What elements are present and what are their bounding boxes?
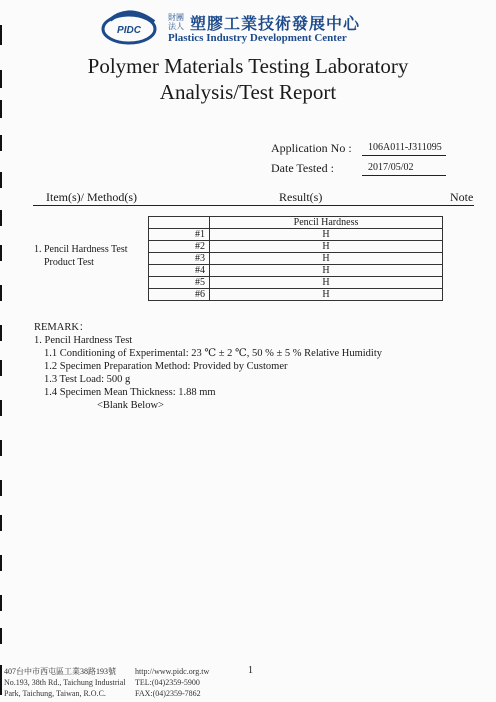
org-name-english: Plastics Industry Development Center xyxy=(168,32,347,44)
application-no-label: Application No : xyxy=(271,141,352,155)
specimen-id: #6 xyxy=(149,289,210,301)
table-row xyxy=(149,289,443,301)
table-row xyxy=(149,241,443,253)
report-title-line-2: Analysis/Test Report xyxy=(159,80,337,104)
column-header-result: Result(s) xyxy=(279,190,323,204)
table-header-pencil-hardness: Pencil Hardness xyxy=(210,217,443,229)
remark-title: REMARK： xyxy=(34,322,90,333)
column-header-item: Item(s)/ Method(s) xyxy=(46,190,137,204)
column-header-note: Note xyxy=(450,190,474,204)
pencil-hardness-table xyxy=(148,216,443,301)
test-item-name: 1. Pencil Hardness Test xyxy=(34,244,128,255)
column-divider xyxy=(33,205,474,206)
footer-tel: TEL:(04)2359-5900 xyxy=(135,678,200,687)
table-row xyxy=(149,253,443,265)
table-row xyxy=(149,277,443,289)
remark-line-preparation: 1.2 Specimen Preparation Method: Provided by Customer xyxy=(44,361,288,372)
footer-address xyxy=(4,666,126,699)
specimen-id: #2 xyxy=(149,241,210,253)
org-type-line-1: 財團 xyxy=(168,13,184,22)
footer-address-line-2: No.193, 38th Rd., Taichung Industrial xyxy=(4,678,126,687)
table-row xyxy=(149,265,443,277)
date-tested-label: Date Tested : xyxy=(271,161,334,175)
hardness-value: H xyxy=(210,277,443,289)
logo-text: PIDC xyxy=(117,25,141,36)
footer-fax: FAX:(04)2359-7862 xyxy=(135,689,201,698)
footer-address-line-3: Park, Taichung, Taiwan, R.O.C. xyxy=(4,689,106,698)
date-tested-value: 2017/05/02 xyxy=(368,162,414,173)
specimen-id: #4 xyxy=(149,265,210,277)
date-tested-underline xyxy=(362,175,446,176)
test-item xyxy=(34,243,128,269)
test-item-type: Product Test xyxy=(44,257,94,268)
org-type-label xyxy=(168,13,184,31)
table-row xyxy=(149,229,443,241)
remark-line-conditioning: 1.1 Conditioning of Experimental: 23 ℃ ± 2 ℃, 50 % ± 5 % Relative Humidity xyxy=(44,348,383,359)
org-name-chinese: 塑膠工業技術發展中心 xyxy=(190,14,361,33)
hardness-value: H xyxy=(210,241,443,253)
page-number: 1 xyxy=(248,665,253,676)
application-no-value: 106A011-J311095 xyxy=(368,142,442,153)
pidc-logo-icon xyxy=(100,8,158,46)
table-header-row xyxy=(149,217,443,229)
report-title-line-1: Polymer Materials Testing Laboratory xyxy=(87,54,409,78)
specimen-id: #1 xyxy=(149,229,210,241)
specimen-id: #3 xyxy=(149,253,210,265)
hardness-value: H xyxy=(210,289,443,301)
hardness-value: H xyxy=(210,253,443,265)
blank-below-marker: <Blank Below> xyxy=(97,400,164,411)
footer-contact xyxy=(135,666,209,699)
remark-line-thickness: 1.4 Specimen Mean Thickness: 1.88 mm xyxy=(44,387,216,398)
footer-website-link[interactable]: http://www.pidc.org.tw xyxy=(135,667,210,676)
application-no-underline xyxy=(362,155,446,156)
remark-heading: 1. Pencil Hardness Test xyxy=(34,335,133,346)
remark-line-load: 1.3 Test Load: 500 g xyxy=(44,374,131,385)
org-type-line-2: 法人 xyxy=(168,22,184,31)
table-header-empty xyxy=(149,217,210,229)
hardness-value: H xyxy=(210,229,443,241)
hardness-value: H xyxy=(210,265,443,277)
footer-address-chinese: 407台中市西屯區工業38路193號 xyxy=(4,667,116,676)
specimen-id: #5 xyxy=(149,277,210,289)
